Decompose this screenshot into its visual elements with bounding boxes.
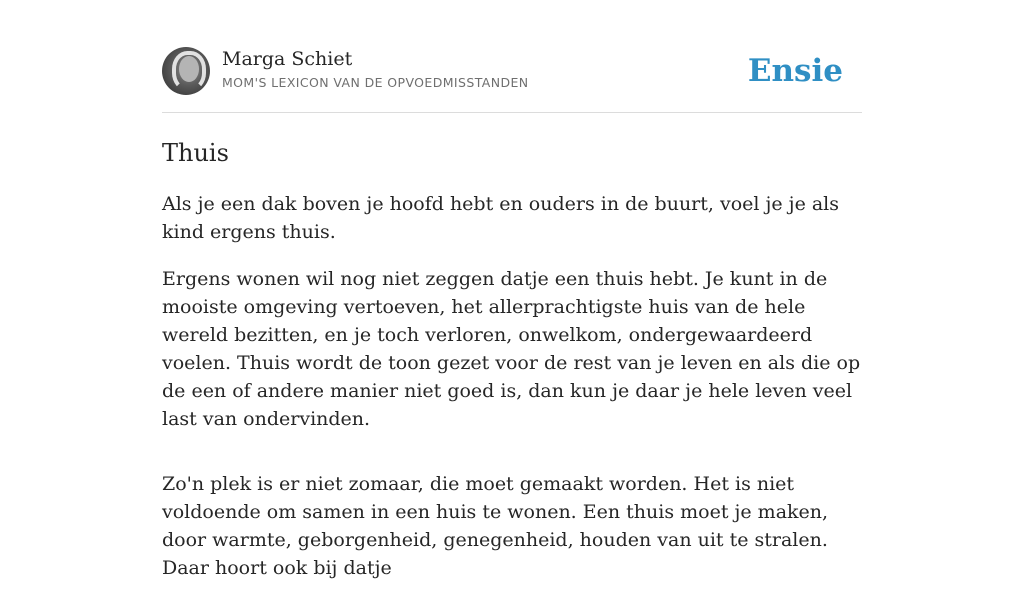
article-title: Thuis: [162, 139, 229, 167]
paragraph: Ergens wonen wil nog niet zeggen datje een thuis hebt. Je kunt in de mooiste omgeving vertoeven, het allerprachtigste huis van de hele wereld bezitten, en je toch verloren, onwelkom, ondergewaardeerd voelen. Thuis wordt de toon gezet voor de rest van je leven en als die op de een of andere manier niet goed is, dan kun je daar je hele leven veel last van ondervinden.: [162, 268, 861, 430]
collection-name[interactable]: MOM'S LEXICON VAN DE OPVOEDMISSTANDEN: [222, 75, 529, 90]
avatar-face: [179, 56, 199, 82]
header: [162, 47, 862, 113]
paragraph: Zo'n plek is er niet zomaar, die moet gemaakt worden. Het is niet voldoende om samen in een huis te wonen. Een thuis moet je maken, door warmte, geborgenheid, genegenheid, houden van uit te stralen. Daar hoort ook bij datje: [162, 473, 829, 579]
author-name[interactable]: Marga Schiet: [222, 48, 353, 70]
article-body: [162, 190, 862, 601]
paragraph: Als je een dak boven je hoofd hebt en ouders in de buurt, voel je je als kind ergens thuis.: [162, 193, 840, 243]
avatar[interactable]: [162, 47, 210, 95]
brand-logo[interactable]: Ensie: [747, 53, 843, 89]
